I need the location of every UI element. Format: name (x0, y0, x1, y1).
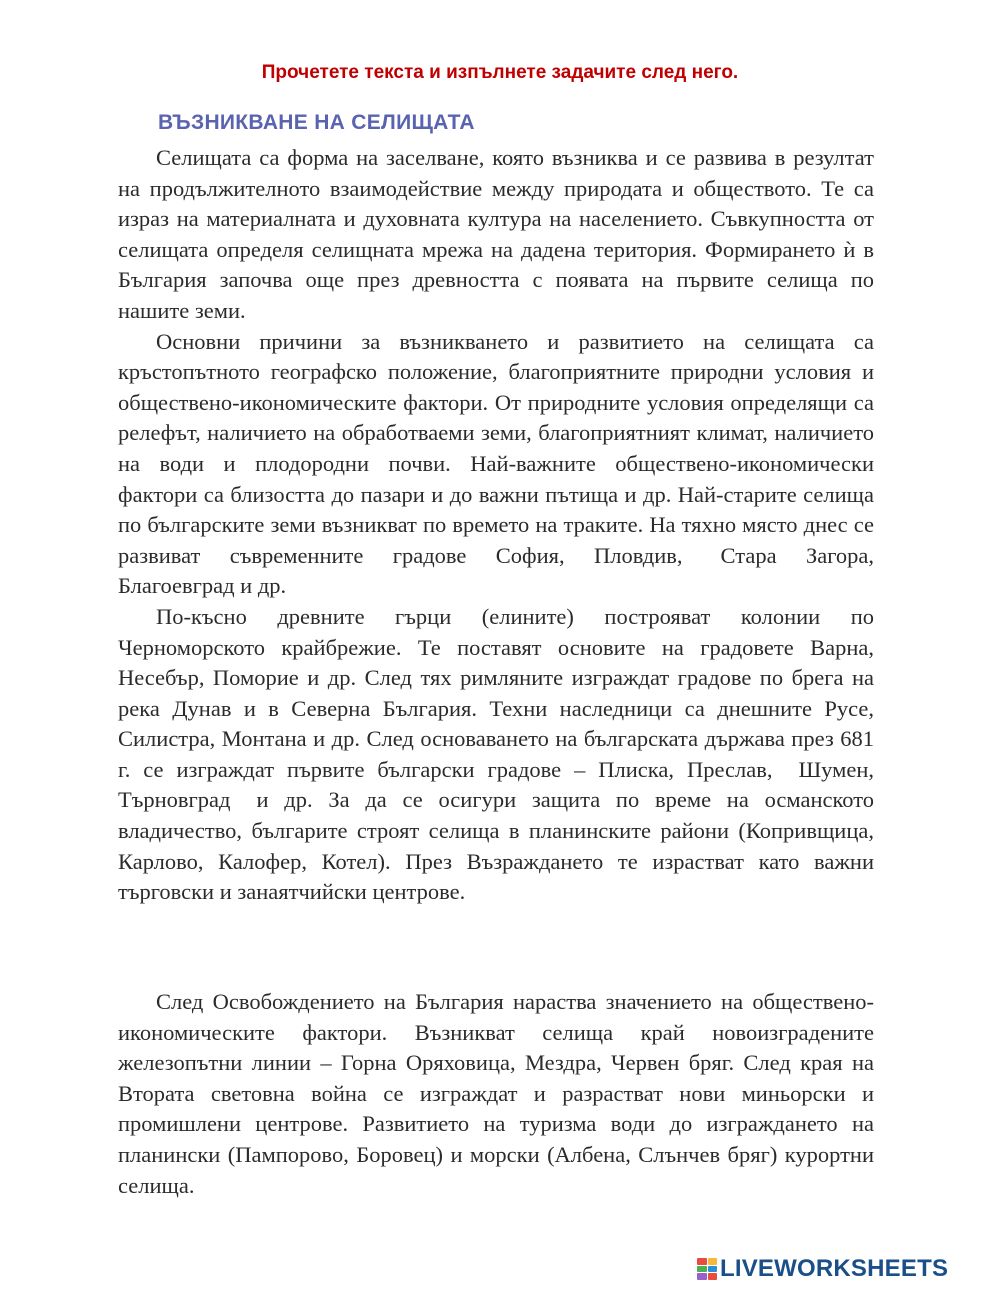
liveworksheets-logo-icon (697, 1258, 717, 1280)
paragraph-2-text: Основни причини за възникването и развитието на селищата са кръстопътното географско положение, благоприятните природни условия и обществено-икономическите фактори. От природните условия определящи са релефът, наличието на обработваеми земи, благоприятният климат, наличието на води и плодородни почви. Най-важните обществено-икономически фактори са близостта до пазари и до важни пътища и др. Най-старите селища по българските земи възникват по времето на траките. На тяхно място днес се развиват съвременните градове София, Пловдив, (118, 328, 874, 568)
paragraph-2 (118, 327, 874, 602)
paragraph-3-tail: и др. За да се осигури защита по време на османското владичество, българите строят селища в планинските райони (Копривщица, Карлово, Калофер, Котел). През Възраждането те израстват като важни търговски и занаятчийски центрове. (118, 787, 874, 905)
instruction-text: Прочетете текста и изпълнете задачите след него. (261, 62, 739, 83)
liveworksheets-logo-text: LIVEWORKSHEETS (720, 1255, 949, 1282)
paragraph-4: След Освобождението на България нараства значението на обществено-икономическите фактори. Възникват селища край новоизградените железопътни линии – Горна Оряховица, Мездра, Червен бряг. След края на Втората световна война се изграждат и разрастват нови миньорски и промишлени центрове. Развитието на туризма води до изграждането на планински (Пампорово, Боровец) и морски (Албена, Слънчев бряг) курортни селища. (118, 989, 874, 1198)
second-text (118, 987, 874, 1201)
liveworksheets-logo (697, 1255, 948, 1283)
paragraph-1: Селищата са форма на заселване, която възниква и се развива в резултат на продължителното взаимодействие между природата и обществото. Те са израз на материалната и духовната култура на населението. Съвкупността от селищата определя селищната мрежа на дадена територия. Формирането ѝ в България започва още през древността с появата на първите селища по нашите земи. (118, 145, 874, 323)
section-heading: ВЪЗНИКВАНЕ НА СЕЛИЩАТА (158, 111, 475, 134)
paragraph-3-text: По-късно древните гърци (елините) построяват колонии по Черноморското крайбрежие. Те поставят основите на градовете Варна, Несебър, Поморие и др. След тях римляните изграждат градове по брега на река Дунав и в Северна България. Техни наследници са днешните Русе, Силистра, Монтана и др. След основаването на българската държава през 681 г. се изграждат първите български градове – Плиска, Преслав, (118, 603, 874, 782)
paragraph-3 (118, 602, 874, 908)
main-text (118, 143, 874, 908)
answer-slot-1: Стара Загора, Благоевград и др. (118, 542, 874, 599)
answer-slot-2: Шумен, Търновград (118, 756, 874, 813)
